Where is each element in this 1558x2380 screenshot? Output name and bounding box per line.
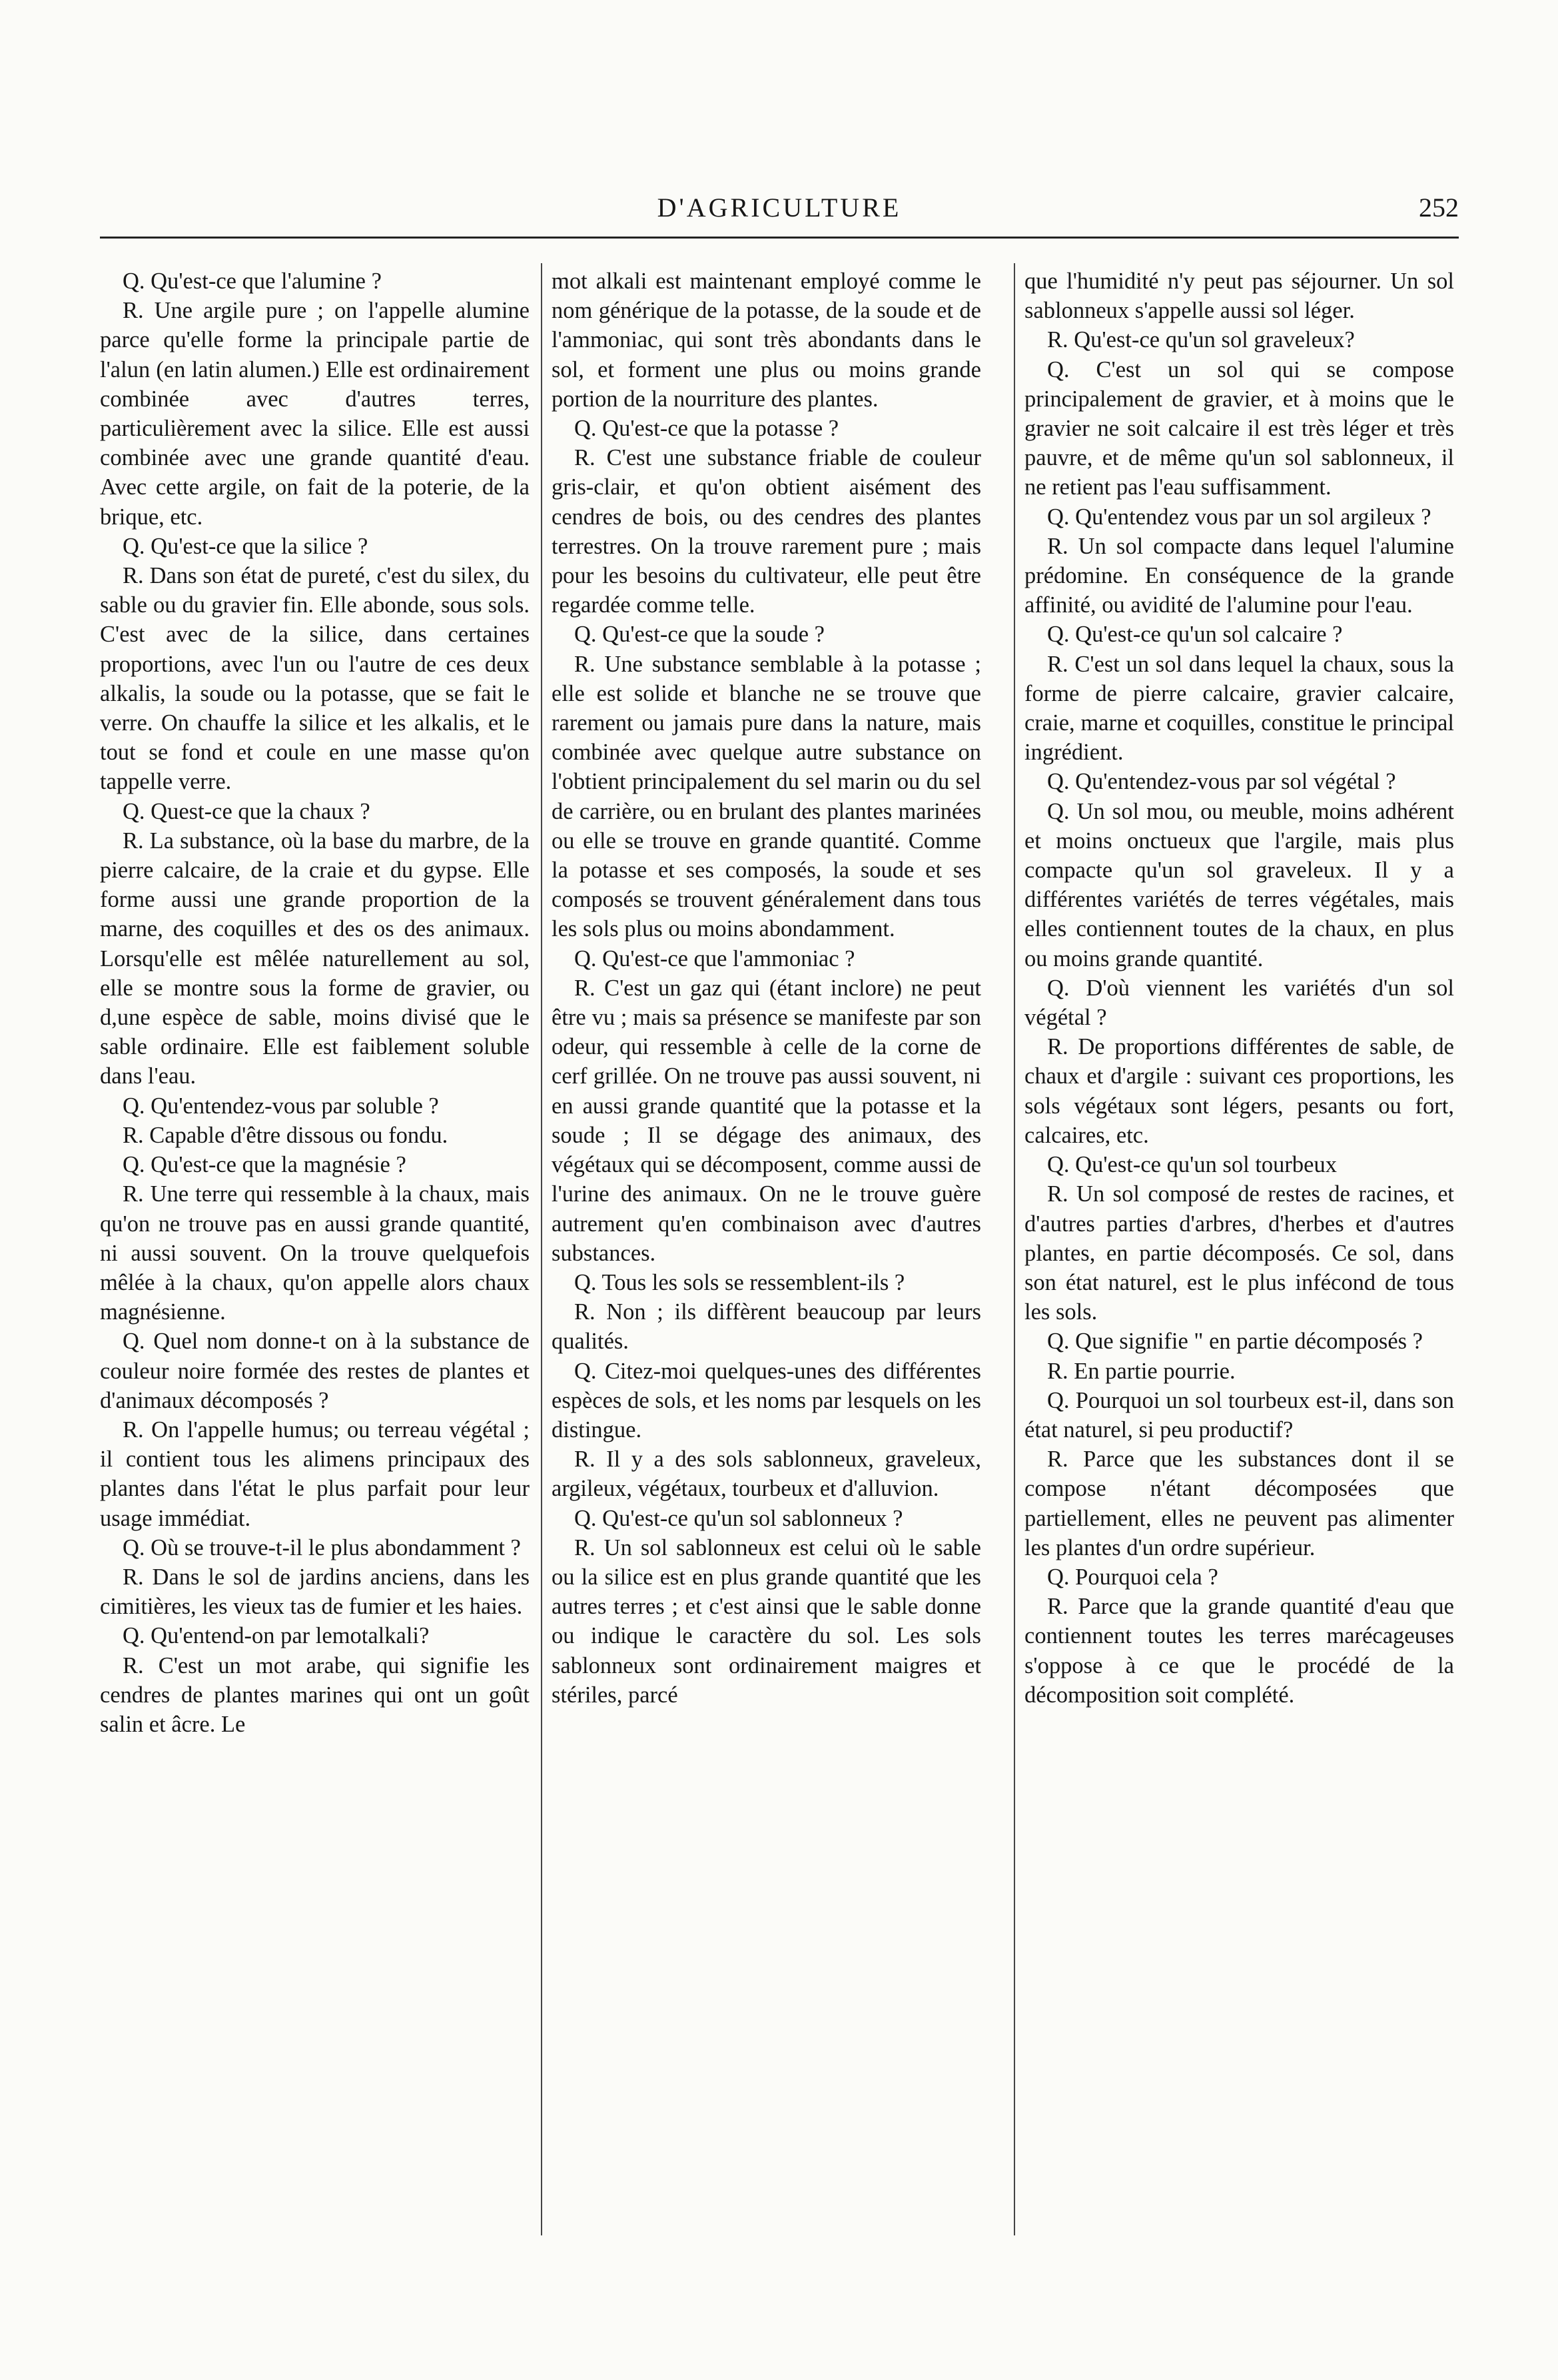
paragraph: R. Un sol sablonneux est celui où le sable ou la silice est en plus grande quantité que les autres terres ; et c'est ainsi que le sable donne ou indique le caractère du sol. Les sols sablonneux sont ordinairement maigres et stériles, parcé [552,1534,981,1708]
paragraph: R. Parce que la grande quantité d'eau que contiennent toutes les terres marécageuses s'oppose à ce que le procédé de la décomposition soit complété. [1024,1594,1454,1708]
text-column-3 [1024,267,1454,2239]
paragraph: R. Il y a des sols sablonneux, graveleux, argileux, végétaux, tourbeux et d'alluvion. [552,1447,981,1502]
paragraph: R. C'est une substance friable de couleur gris-clair, et qu'on obtient aisément des cendres de bois, ou des cendres des plantes terrestres. On la trouve rarement pure ; mais pour les besoins du cultivateur, elle peut être regardée comme telle. [552,445,981,618]
paragraph: R. Parce que les substances dont il se compose n'étant décomposées que partiellement, elles ne peuvent pas alimenter les plantes d'un ordre supérieur. [1024,1447,1454,1560]
paragraph: R. Dans son état de pureté, c'est du silex, du sable ou du gravier fin. Elle abonde, sous sols. C'est avec de la silice, dans certaines proportions, avec l'un ou l'autre de ces deux alkalis, la soude ou la potasse, que se fait le verre. On chauffe la silice et les alkalis, et le tout se fond et coule en une masse qu'on tappelle verre. [100,563,530,795]
paragraph: Q. Qu'est-ce qu'un sol tourbeux [1047,1152,1337,1178]
paragraph: R. Un sol compacte dans lequel l'alumine prédomine. En conséquence de la grande affinité, ou avidité de l'alumine pour l'eau. [1024,533,1454,618]
paragraph: Q. Qu'est-ce que la magnésie ? [123,1152,406,1178]
paragraph: mot alkali est maintenant employé comme le nom générique de la potasse, de la soude et de l'ammoniac, qui sont très abondants dans le sol, et forment une plus ou moins grande portion de la nourriture des plantes. [552,269,981,412]
paragraph: R. On l'appelle humus; ou terreau végétal ; il contient tous les alimens principaux des plantes dans l'état le plus parfait pour leur usage immédiat. [100,1417,530,1531]
paragraph: R. Capable d'être dissous ou fondu. [123,1122,448,1148]
paragraph: R. De proportions différentes de sable, de chaux et d'argile : suivant ces proportions, les sols végétaux sont légers, pesants ou fort, calcaires, etc. [1024,1034,1454,1148]
paragraph: Q. Qu'est-ce que l'alumine ? [123,269,382,294]
paragraph: R. Une argile pure ; on l'appelle alumine parce qu'elle forme la principale partie de l'alun (en latin alumen.) Elle est ordinairement combinée avec d'autres terres, particulièrement avec la silice. Elle est aussi combinée avec une grande quantité d'eau. Avec cette argile, on fait de la poterie, de la brique, etc. [100,298,530,530]
paragraph: R. Une terre qui ressemble à la chaux, mais qu'on ne trouve pas en aussi grande quantité, ni aussi souvent. On la trouve quelquefois mêlée à la chaux, qu'on appelle alors chaux magnésienne. [100,1181,530,1325]
paragraph: Q. Qu'est-ce que la potasse ? [574,416,839,442]
paragraph: R. Non ; ils diffèrent beaucoup par leurs qualités. [552,1299,981,1355]
page-number: 252 [1419,193,1459,223]
paragraph: R. C'est un sol dans lequel la chaux, sous la forme de pierre calcaire, gravier calcaire, craie, marne et coquilles, constitue le principal ingrédient. [1024,651,1454,766]
paragraph: Q. Qu'entendez-vous par sol végétal ? [1047,769,1396,795]
paragraph: Q. Qu'est-ce que la silice ? [123,533,368,559]
header-rule [100,237,1459,239]
paragraph: R. En partie pourrie. [1047,1358,1236,1384]
column-divider-left [541,263,542,2235]
paragraph: Q. Qu'est-ce qu'un sol sablonneux ? [574,1505,903,1531]
paragraph: R. C'est un gaz qui (étant inclore) ne peut être vu ; mais sa présence se manifeste par son odeur, qui ressemble à celle de la corne de cerf grillée. On ne trouve pas aussi souvent, ni en aussi grande quantité que la potasse et la soude ; Il se dégage des animaux, des végétaux qui se décomposent, comme aussi de l'urine des animaux. On ne le trouve guère autrement qu'en combinaison avec d'autres substances. [552,975,981,1266]
paragraph: Q. Qu'entendez vous par un sol argileux ? [1047,504,1431,530]
paragraph: Q. C'est un sol qui se compose principalement de gravier, et à moins que le gravier ne soit calcaire il est très léger et très pauvre, et de même qu'un sol sablonneux, il ne retient pas l'eau suffisamment. [1024,356,1454,500]
paragraph: Q. Citez-moi quelques-unes des différentes espèces de sols, et les noms par lesquels on les distingue. [552,1358,981,1443]
paragraph: Q. Pourquoi cela ? [1047,1564,1218,1590]
paragraph: Q. Qu'est-ce que l'ammoniac ? [574,945,855,971]
paragraph: Q. Où se trouve-t-il le plus abondamment ? [123,1534,521,1560]
paragraph: Q. Quest-ce que la chaux ? [123,798,370,824]
paragraph: R. Qu'est-ce qu'un sol graveleux? [1047,327,1355,353]
paragraph: Q. D'où viennent les variétés d'un sol végétal ? [1024,975,1454,1031]
text-column-2 [552,267,981,2239]
text-column-1 [100,267,530,2239]
paragraph: que l'humidité n'y peut pas séjourner. Un sol sablonneux s'appelle aussi sol léger. [1024,269,1454,324]
paragraph: Q. Qu'est-ce qu'un sol calcaire ? [1047,622,1343,648]
paragraph: Q. Que signifie " en partie décomposés ? [1047,1329,1423,1355]
running-title: D'AGRICULTURE [657,193,902,223]
paragraph: Q. Qu'entendez-vous par soluble ? [123,1093,439,1119]
paragraph: R. C'est un mot arabe, qui signifie les cendres de plantes marines qui ont un goût salin et âcre. Le [100,1652,530,1737]
paragraph: R. Dans le sol de jardins anciens, dans les cimitières, les vieux tas de fumier et les haies. [100,1564,530,1620]
paragraph: Q. Pourquoi un sol tourbeux est-il, dans son état naturel, si peu productif? [1024,1387,1454,1443]
column-divider-right [1014,263,1015,2235]
paragraph: Q. Un sol mou, ou meuble, moins adhérent et moins onctueux que l'argile, mais plus compacte qu'un sol graveleux. Il y a différentes variétés de terres végétales, mais elles contiennent toutes de la chaux, en plus ou moins grande quantité. [1024,798,1454,971]
paragraph: Q. Quel nom donne-t on à la substance de couleur noire formée des restes de plantes et d'animaux décomposés ? [100,1329,530,1413]
page-header [100,192,1459,232]
paragraph: R. La substance, où la base du marbre, de la pierre calcaire, de la craie et du gypse. Elle forme aussi une grande proportion de la marne, des coquilles et des os des animaux. Lorsqu'elle est mêlée naturellement au sol, elle se montre sous la forme de gravier, ou d,une espèce de sable, moins divisé que le sable ordinaire. Elle est faiblement soluble dans l'eau. [100,828,530,1089]
paragraph: R. Un sol composé de restes de racines, et d'autres parties d'arbres, d'herbes et d'autres plantes, en partie décomposés. Ce sol, dans son état naturel, est le plus infécond de tous les sols. [1024,1181,1454,1325]
paragraph: R. Une substance semblable à la potasse ; elle est solide et blanche ne se trouve que rarement ou jamais pure dans la nature, mais combinée avec quelque autre substance on l'obtient principalement du sel marin ou du sel de carrière, ou en brulant des plantes marinées ou elle se trouve en grande quantité. Comme la potasse et ses composés, la soude et ses composés se trouvent généralement dans tous les sols plus ou moins abondamment. [552,651,981,942]
paragraph: Q. Qu'entend-on par lemotalkali? [123,1623,430,1649]
paragraph: Q. Qu'est-ce que la soude ? [574,622,825,648]
paragraph: Q. Tous les sols se ressemblent-ils ? [574,1269,905,1295]
